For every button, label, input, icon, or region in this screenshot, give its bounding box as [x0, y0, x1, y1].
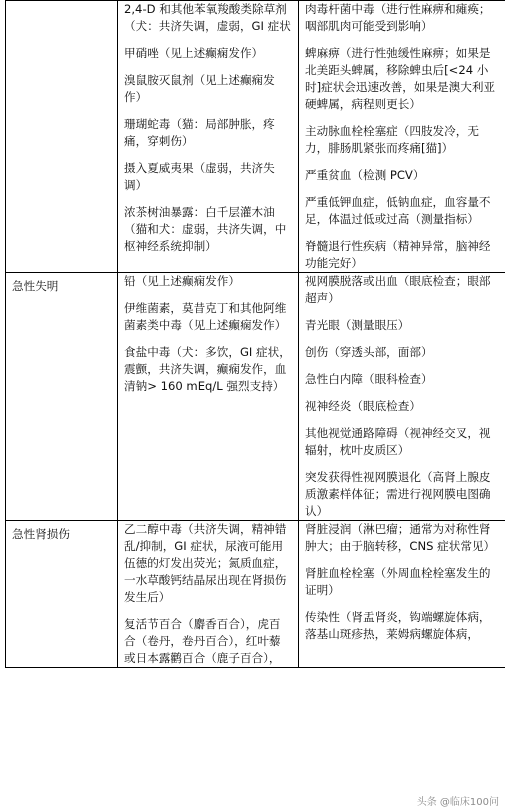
condition-cell	[6, 521, 118, 668]
toxic-cause-entry: 乙二醇中毒（共济失调，精神错乱/抑制，GI 症状，尿液可能用伍德的灯发出荧光；氮质血症，一水草酸钙结晶尿出现在肾损伤发生后）	[124, 522, 287, 604]
toxic-cause-entry: 铅（见上述癫痫发作）	[124, 274, 240, 288]
condition-label: 急性肾损伤	[12, 527, 70, 541]
nontoxic-cause-entry: 急性白内障（眼科检查）	[305, 372, 433, 386]
table-row	[6, 273, 505, 521]
table-row	[6, 521, 505, 668]
toxic-cause-cell	[118, 273, 299, 521]
condition-cell	[6, 273, 118, 521]
nontoxic-cause-entry: 肉毒杆菌中毒（进行性麻痹和瘫痪；咽部肌肉可能受到影响）	[305, 2, 491, 33]
nontoxic-cause-entry: 肾脏浸润（淋巴瘤；通常为对称性肾肿大；由于脑转移，CNS 症状常见）	[305, 522, 496, 553]
table-row	[6, 1, 505, 273]
differential-table	[5, 0, 505, 668]
nontoxic-cause-entry: 视神经炎（眼底检查）	[305, 399, 421, 413]
toxic-cause-entry: 甲硝唑（见上述癫痫发作）	[124, 46, 264, 60]
toxic-cause-cell	[118, 1, 299, 273]
nontoxic-cause-cell	[299, 273, 505, 521]
watermark: 头条 @临床100问	[416, 797, 499, 808]
nontoxic-cause-cell	[299, 1, 505, 273]
toxic-cause-entry: 摄入夏威夷果（虚弱，共济失调）	[124, 161, 275, 192]
toxic-cause-entry: 珊瑚蛇毒（猫：局部肿胀，疼痛，穿刺伤）	[124, 117, 275, 148]
nontoxic-cause-entry: 脊髓退行性疾病（精神异常，脑神经功能完好）	[305, 239, 491, 270]
nontoxic-cause-entry: 其他视觉通路障碍（视神经交叉，视辐射，枕叶皮质区）	[305, 426, 491, 457]
nontoxic-cause-entry: 突发获得性视网膜退化（高肾上腺皮质激素样体征；需进行视网膜电图确认）	[305, 470, 491, 518]
nontoxic-cause-entry: 青光眼（测量眼压）	[305, 318, 410, 332]
nontoxic-cause-cell	[299, 521, 505, 668]
nontoxic-cause-entry: 蜱麻痹（进行性弛缓性麻痹；如果是北美距头蜱属，移除蜱虫后[<24 小时]症状会迅速改善，如果是澳大利亚硬蜱属，病程则更长）	[305, 46, 496, 111]
toxic-cause-entry: 食盐中毒（犬：多饮，GI 症状，震颤，共济失调，癫痫发作，血清钠> 160 mEq/L 强烈支持）	[124, 345, 291, 393]
condition-label: 急性失明	[12, 279, 59, 293]
condition-cell	[6, 1, 118, 273]
nontoxic-cause-entry: 严重低钾血症，低钠血症，血容量不足，体温过低或过高（测量指标）	[305, 195, 491, 226]
nontoxic-cause-entry: 主动脉血栓栓塞症（四肢发冷，无力，腓肠肌紧张而疼痛[猫]）	[305, 124, 479, 155]
toxic-cause-entry: 浓茶树油暴露：白千层灌木油（猫和犬：虚弱，共济失调，中枢神经系统抑制）	[124, 205, 287, 253]
toxic-cause-entry: 溴鼠胺灭鼠剂（见上述癫痫发作）	[124, 73, 275, 104]
toxic-cause-entry: 复活节百合（麝香百合），虎百合（卷丹，卷丹百合），红叶藜或日本露鹳百合（鹿子百合），	[124, 617, 281, 665]
nontoxic-cause-entry: 严重贫血（检测 PCV）	[305, 168, 425, 182]
nontoxic-cause-entry: 视网膜脱落或出血（眼底检查；眼部超声）	[305, 274, 491, 305]
nontoxic-cause-entry: 创伤（穿透头部，面部）	[305, 345, 433, 359]
toxic-cause-entry: 2,4-D 和其他苯氧羧酸类除草剂（犬：共济失调，虚弱，GI 症状	[124, 2, 291, 33]
toxic-cause-entry: 伊维菌素，莫昔克丁和其他阿维菌素类中毒（见上述癫痫发作）	[124, 301, 287, 332]
nontoxic-cause-entry: 肾脏血栓栓塞（外周血栓栓塞发生的证明）	[305, 566, 491, 597]
nontoxic-cause-entry: 传染性（肾盂肾炎，钩端螺旋体病，落基山斑疹热，莱姆病螺旋体病，	[305, 610, 491, 641]
toxic-cause-cell	[118, 521, 299, 668]
